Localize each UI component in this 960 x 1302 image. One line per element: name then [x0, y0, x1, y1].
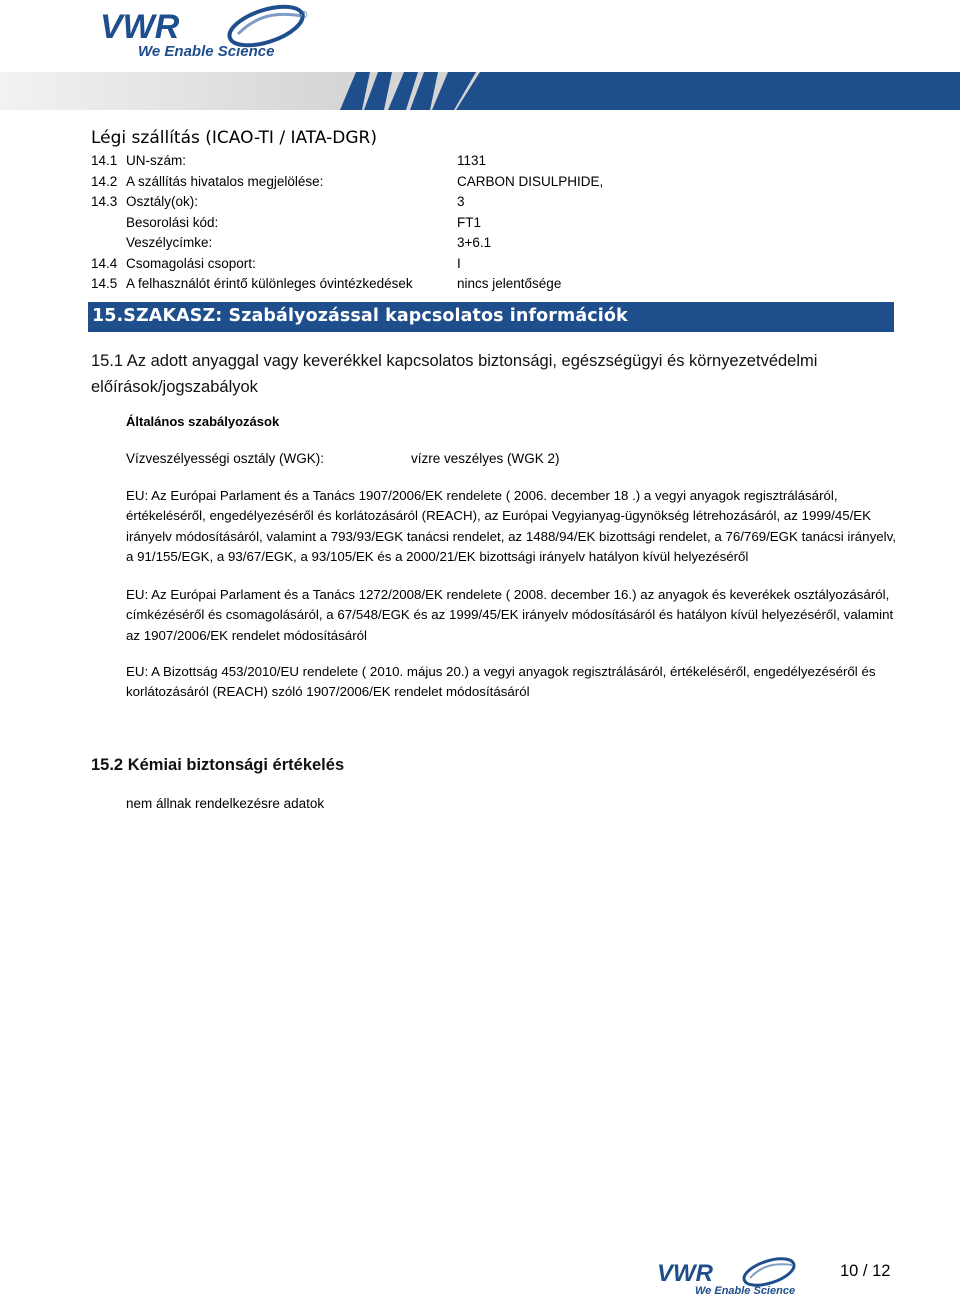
- regulation-paragraph: EU: Az Európai Parlament és a Tanács 1907/2006/EK rendelete ( 2006. december 18 .) a vegyi anyagok regisztrálásáról, értékeléséről, engedélyezéséről és korlátozásáról (REACH), az Európai Vegyianyag-ügynökség létrehozásáról, az 1999/45/EK irányelv módosításáról, valamint a 793/93/EGK tanácsi rendelet, az 1488/94/EK bizottsági rendelet, a 76/769/EGK tanácsi irányelv, a 91/155/EGK, a 93/67/EGK, a 93/105/EK és a 2000/21/EK bizottsági irányelv hatályon kívül helyezéséről: [126, 488, 896, 564]
- section-15-title: 15.SZAKASZ: Szabályozással kapcsolatos információk: [92, 306, 628, 326]
- table-row: [0, 256, 960, 274]
- row-value: CARBON DISULPHIDE,: [457, 174, 604, 189]
- footer-vwr-logo: [655, 1257, 805, 1302]
- row-number: 14.4: [91, 256, 118, 271]
- table-row: [0, 276, 960, 294]
- row-value: 1131: [457, 153, 487, 168]
- header-stripes-icon: [0, 72, 960, 110]
- page-number: 10 / 12: [840, 1262, 891, 1280]
- row-label: Besorolási kód:: [126, 215, 219, 230]
- header-band: [0, 72, 960, 110]
- section-15-header: [88, 302, 894, 332]
- row-number: 14.5: [91, 276, 118, 291]
- row-number: 14.2: [91, 174, 118, 189]
- vwr-logo-mark-icon: [98, 4, 318, 60]
- svg-text:VWR: VWR: [657, 1260, 713, 1287]
- row-value: FT1: [457, 215, 482, 230]
- row-label: Veszélycímke:: [126, 235, 213, 250]
- row-label: A felhasználót érintő különleges óvintézkedések: [126, 276, 413, 291]
- row-number: 14.3: [91, 194, 118, 209]
- air-transport-title: Légi szállítás (ICAO-TI / IATA-DGR): [91, 128, 377, 148]
- svg-text:VWR: VWR: [100, 8, 180, 46]
- no-data-text: nem állnak rendelkezésre adatok: [126, 796, 325, 811]
- table-row: [0, 174, 960, 192]
- row-value: I: [457, 256, 461, 271]
- subsection-15-2-title: 15.2 Kémiai biztonsági értékelés: [91, 756, 345, 774]
- row-label: Csomagolási csoport:: [126, 256, 256, 271]
- row-value: nincs jelentősége: [457, 276, 562, 291]
- table-row: [0, 235, 960, 253]
- table-row: [0, 153, 960, 171]
- svg-text:We Enable Science: We Enable Science: [138, 43, 275, 60]
- wgk-value: vízre veszélyes (WGK 2): [411, 451, 560, 466]
- vwr-logo: [98, 4, 318, 65]
- vwr-logo-mark-icon: [655, 1257, 805, 1297]
- row-value: 3+6.1: [457, 235, 492, 250]
- row-number: 14.1: [91, 153, 118, 168]
- svg-text:®: ®: [300, 10, 308, 21]
- svg-text:We Enable Science: We Enable Science: [695, 1285, 796, 1297]
- row-value: 3: [457, 194, 465, 209]
- subsection-15-1-title: 15.1 Az adott anyaggal vagy keverékkel kapcsolatos biztonsági, egészségügyi és környezetvédelmi előírások/jogszabályok: [91, 352, 818, 396]
- row-label: UN-szám:: [126, 153, 186, 168]
- general-regulations-heading: Általános szabályozások: [126, 414, 280, 429]
- row-label: A szállítás hivatalos megjelölése:: [126, 174, 324, 189]
- row-label: Osztály(ok):: [126, 194, 199, 209]
- wgk-label: Vízveszélyességi osztály (WGK):: [126, 451, 325, 466]
- regulation-paragraph: EU: A Bizottság 453/2010/EU rendelete ( 2010. május 20.) a vegyi anyagok regisztrálásáról, értékeléséről, engedélyezéséről és korlátozásáról (REACH) szóló 1907/2006/EK rendelet módosításáról: [126, 664, 876, 700]
- table-row: [0, 194, 960, 212]
- table-row: [0, 215, 960, 233]
- regulation-paragraph: EU: Az Európai Parlament és a Tanács 1272/2008/EK rendelete ( 2008. december 16.) az anyagok és keverékek osztályozásáról, címkézéséről és csomagolásáról, a 67/548/EGK és az 1999/45/EK irányelv módosításáról és hatályon kívül helyezéséről, valamint az 1907/2006/EK rendelet módosításáról: [126, 587, 894, 643]
